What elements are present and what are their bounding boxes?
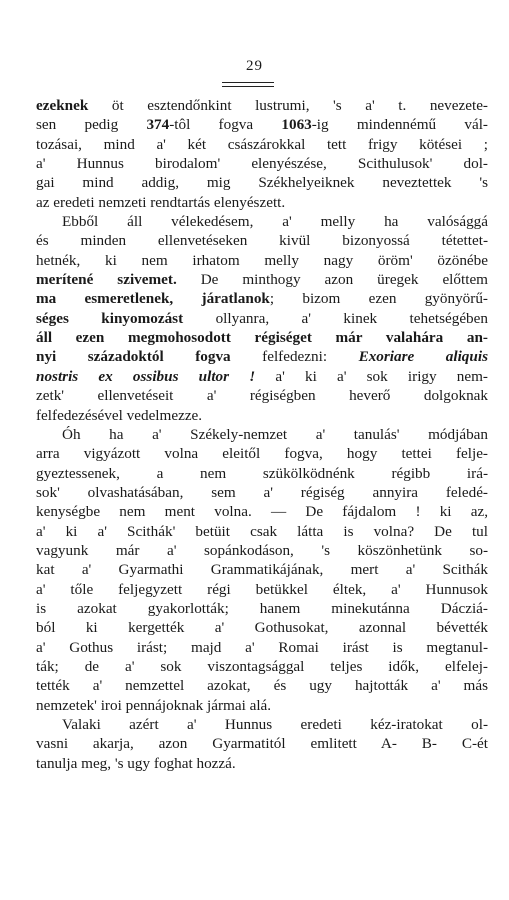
text-segment: felfedezésével vedelmezze. — [36, 406, 203, 424]
text-line — [36, 347, 488, 366]
text-segment: felfedezni: — [262, 348, 359, 366]
text-line — [36, 270, 488, 289]
text-segment: -ig mindennémű vál- — [311, 116, 488, 134]
text-line — [36, 754, 488, 773]
text-line — [36, 676, 488, 695]
text-line — [36, 154, 488, 173]
text-segment: a' tőle feljegyzett régi betükkel éltek, a' Hunnusok — [36, 580, 488, 598]
text-segment: a' ki a' sok irigy nem- — [255, 367, 488, 385]
text-segment: és minden ellenvetéseken kivül bizonyossá tétettet- — [36, 232, 488, 250]
text-segment: ma esmeretlenek, járatlanok — [36, 290, 270, 308]
text-segment: Óh ha a' Székely-nemzet a' tanulás' módjában — [62, 425, 488, 443]
text-segment: 1063 — [281, 116, 312, 134]
text-line — [36, 618, 488, 637]
text-segment: hetnék, ki nem irhatom melly nagy öröm' özönébe — [36, 251, 488, 269]
text-line — [36, 483, 488, 502]
text-line — [36, 173, 488, 192]
text-segment: nostris ex ossibus ultor ! — [36, 367, 256, 385]
text-line — [36, 96, 488, 115]
text-line — [36, 560, 488, 579]
text-segment: Exoriare aliquis — [358, 348, 488, 366]
text-line — [36, 386, 488, 405]
page-number: 29 — [246, 58, 263, 74]
body-text — [36, 96, 488, 773]
text-line — [36, 367, 488, 386]
text-segment: ezeknek — [36, 97, 112, 114]
text-segment: az eredeti nemzeti rendtartás elenyészett. — [36, 193, 286, 211]
text-segment: a' ki a' Scithák' betüit csak látta is volna? De tul — [36, 522, 488, 540]
text-line — [36, 328, 488, 347]
text-line — [36, 638, 488, 657]
text-line — [36, 135, 488, 154]
text-line — [36, 715, 488, 734]
text-segment: öt esztendőnkint lustrumi, 's a' t. nevezete- — [111, 97, 488, 114]
text-line — [36, 580, 488, 599]
text-line — [36, 599, 488, 618]
text-segment: gyeztessenek, a nem szükölködnénk régibb irá- — [36, 464, 488, 482]
text-segment: vasni akarja, azon Gyarmatitól emlitett A- B- C-ét — [36, 735, 488, 753]
text-segment: tozásai, mind a' két császárokkal tett frigy kötései ; — [36, 135, 488, 153]
text-line — [36, 696, 488, 715]
text-segment: nyi századoktól fogva — [36, 348, 263, 366]
text-line — [36, 734, 488, 753]
text-segment: a' Gothus irást; majd a' Romai irást is megtanul- — [36, 638, 488, 656]
text-segment: gai mind addig, mig Székhelyeiknek neveztettek 's — [36, 174, 488, 192]
text-segment: merítené szivemet. — [36, 271, 201, 289]
text-segment: nemzetek' iroi pennájoknak jármai alá. — [36, 696, 272, 714]
text-segment: 374 — [146, 116, 170, 134]
text-line — [36, 657, 488, 676]
text-line — [36, 193, 488, 212]
text-line — [36, 289, 488, 308]
text-line — [36, 251, 488, 270]
text-line — [36, 309, 488, 328]
text-line — [36, 464, 488, 483]
text-segment: vagyunk már a' sopánkodáson, 's köszönhetünk so- — [36, 541, 488, 559]
text-segment: áll ezen megmohosodott régiséget már valahára an- — [36, 329, 488, 347]
text-segment: -tôl fogva — [169, 116, 282, 134]
text-segment: ; bizom ezen gyönyörű- — [269, 290, 488, 308]
text-segment: kenységbe nem ment volna. — De fájdalom ! ki az, — [36, 503, 488, 521]
text-line — [36, 444, 488, 463]
text-line — [36, 115, 488, 134]
text-segment: is azokat gyakorlották; hanem minekutánna Dácziá- — [36, 599, 488, 617]
text-segment: kat a' Gyarmathi Grammatikájának, mert a' Scithák — [36, 561, 488, 579]
text-segment: arra vigyázott volna eleitől fogva, hogy tettei felje- — [36, 445, 488, 463]
text-segment: sen pedig — [36, 116, 147, 134]
text-segment: Valaki azért a' Hunnus eredeti kéz-iratokat ol- — [62, 716, 488, 733]
text-segment: sok' olvashatásában, sem a' régiség annyira feledé- — [36, 483, 488, 501]
text-segment: a' Hunnus birodalom' elenyészése, Scithulusok' dol- — [36, 155, 488, 173]
text-segment: zetk' ellenvetéseit a' régiségben heverő dolgoknak — [36, 387, 488, 405]
text-line — [36, 231, 488, 250]
text-segment: Ebből áll vélekedésem, a' melly ha valósággá — [62, 213, 488, 231]
text-line — [36, 541, 488, 560]
text-line — [36, 406, 488, 425]
header-rule — [222, 82, 274, 87]
text-segment: ták; de a' sok viszontagsággal teljes idők, elfelej- — [36, 657, 488, 675]
text-segment: De minthogy azon üregek előttem — [200, 271, 488, 289]
text-line — [36, 522, 488, 541]
text-segment: tették a' nemzettel azokat, és ugy hajtották a' más — [36, 677, 488, 695]
text-segment: ollyanra, a' kinek tehetségében — [215, 309, 488, 327]
text-segment: ból ki kergették a' Gothusokat, azonnal bévették — [36, 619, 488, 637]
text-line — [36, 212, 488, 231]
text-line — [36, 502, 488, 521]
text-segment: tanulja meg, 's ugy foghat hozzá. — [36, 754, 236, 772]
text-line — [36, 425, 488, 444]
text-segment: séges kinyomozást — [36, 309, 216, 327]
